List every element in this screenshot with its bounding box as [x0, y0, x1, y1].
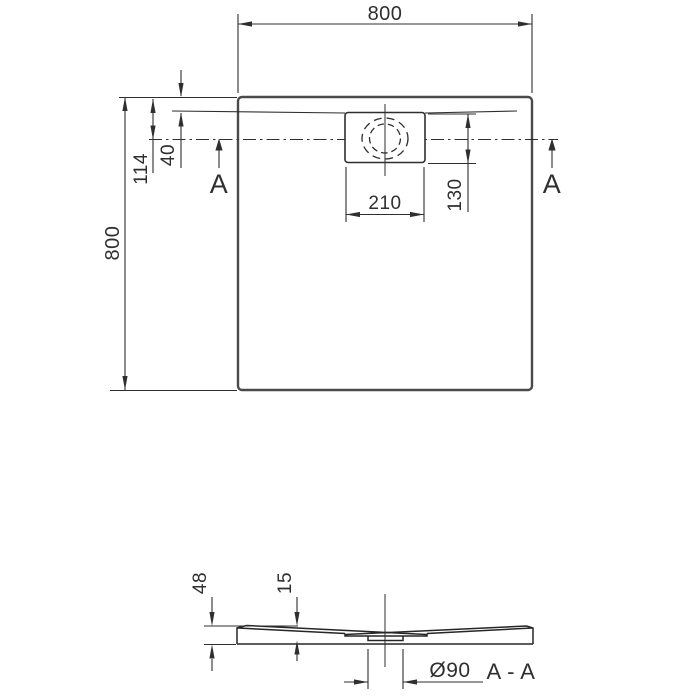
dim-drain-diameter — [344, 649, 483, 689]
arrowhead-down-icon — [294, 612, 299, 626]
section-marker-right-label: A — [542, 169, 562, 199]
arrowhead-down-icon — [150, 126, 155, 140]
dim-label-drain-diameter: Ø90 — [429, 659, 471, 682]
arrowhead-up-icon — [209, 645, 214, 659]
dim-label-130: 130 — [445, 178, 466, 212]
arrowhead-right-icon — [354, 679, 368, 684]
dim-800-left — [102, 97, 128, 390]
section-arrow-up-icon — [548, 139, 555, 151]
section-arrow-up-icon — [215, 139, 222, 151]
section-marker-left — [210, 139, 229, 200]
section-title: A - A — [486, 659, 536, 684]
arrowhead-left-icon — [238, 21, 252, 26]
arrowhead-down-icon — [209, 612, 214, 626]
dim-label-114: 114 — [131, 153, 152, 185]
dim-lines — [238, 14, 532, 93]
dim-114 — [131, 99, 156, 185]
section-view — [190, 572, 535, 689]
dim-label-210: 210 — [368, 193, 402, 214]
arrowhead-up-icon — [178, 113, 183, 127]
dim-label-800-top: 800 — [367, 3, 403, 25]
arrowhead-up-icon — [122, 97, 127, 111]
section-marker-left-label: A — [209, 169, 229, 199]
section-marker-right — [543, 139, 562, 200]
edge-extension-lines — [110, 98, 237, 391]
arrowhead-up-icon — [294, 641, 299, 655]
top-view — [102, 3, 561, 391]
dim-label-800-left: 800 — [102, 225, 124, 261]
dim-lines — [204, 597, 298, 671]
dim-15 — [275, 572, 300, 661]
dim-label-40: 40 — [158, 143, 179, 167]
arrowhead-left-icon — [403, 679, 417, 684]
dim-800-top — [238, 3, 532, 93]
arrowhead-down-icon — [178, 83, 183, 97]
arrowhead-down-icon — [122, 376, 127, 390]
dim-label-15: 15 — [275, 571, 296, 595]
arrowhead-up-icon — [150, 99, 155, 113]
dim-40 — [158, 70, 184, 168]
arrowhead-right-icon — [518, 21, 532, 26]
dim-label-48: 48 — [190, 571, 211, 595]
